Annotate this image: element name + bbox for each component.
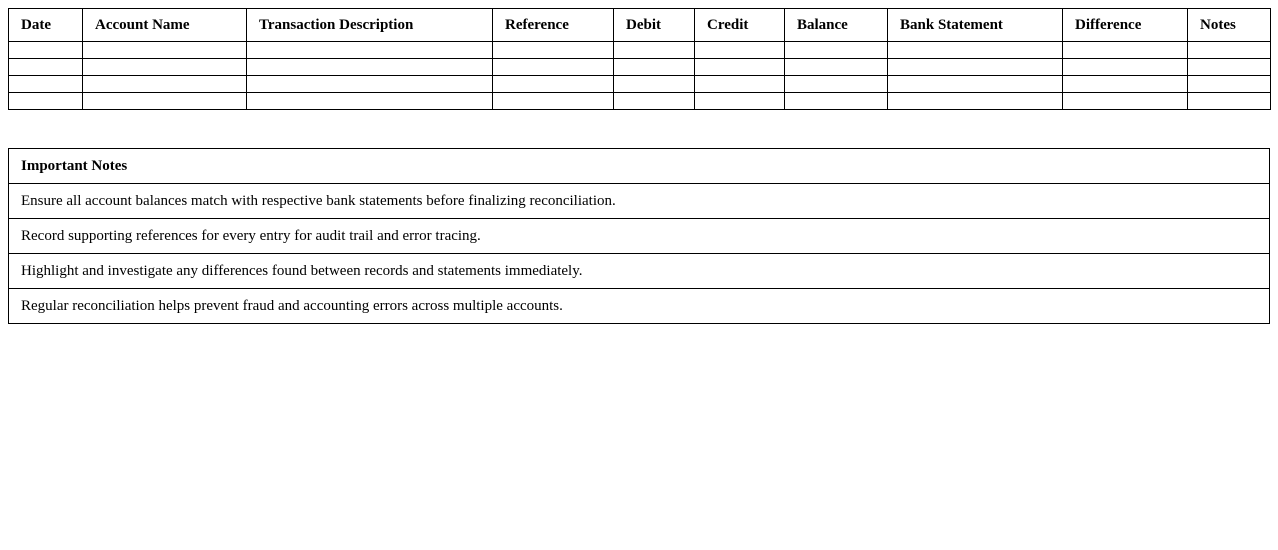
- table-cell: [614, 93, 695, 110]
- table-cell: [493, 42, 614, 59]
- note-text: Ensure all account balances match with respective bank statements before finalizing reconciliation.: [9, 184, 1270, 219]
- table-row: [9, 93, 1271, 110]
- table-cell: [1188, 93, 1271, 110]
- table-cell: [1188, 76, 1271, 93]
- table-cell: [1063, 59, 1188, 76]
- table-cell: [493, 93, 614, 110]
- column-header-transaction-description: Transaction Description: [247, 9, 493, 42]
- table-cell: [888, 59, 1063, 76]
- reconciliation-table: [8, 8, 1271, 110]
- note-text: Record supporting references for every entry for audit trail and error tracing.: [9, 219, 1270, 254]
- column-header-credit: Credit: [695, 9, 785, 42]
- table-cell: [888, 93, 1063, 110]
- notes-header-row: [9, 149, 1270, 184]
- important-notes-table: [8, 148, 1270, 324]
- table-cell: [695, 59, 785, 76]
- table-cell: [247, 93, 493, 110]
- column-header-debit: Debit: [614, 9, 695, 42]
- table-cell: [695, 93, 785, 110]
- table-cell: [614, 42, 695, 59]
- note-row: [9, 289, 1270, 324]
- column-header-bank-statement: Bank Statement: [888, 9, 1063, 42]
- table-cell: [83, 93, 247, 110]
- table-cell: [785, 93, 888, 110]
- note-row: [9, 254, 1270, 289]
- table-cell: [888, 76, 1063, 93]
- table-cell: [695, 76, 785, 93]
- table-row: [9, 76, 1271, 93]
- table-cell: [614, 76, 695, 93]
- table-cell: [695, 42, 785, 59]
- table-cell: [1188, 59, 1271, 76]
- table-cell: [247, 59, 493, 76]
- table-cell: [247, 76, 493, 93]
- column-header-balance: Balance: [785, 9, 888, 42]
- table-header-row: [9, 9, 1271, 42]
- column-header-reference: Reference: [493, 9, 614, 42]
- note-row: [9, 219, 1270, 254]
- note-text: Regular reconciliation helps prevent fraud and accounting errors across multiple accounts.: [9, 289, 1270, 324]
- table-cell: [888, 42, 1063, 59]
- column-header-difference: Difference: [1063, 9, 1188, 42]
- table-cell: [1188, 42, 1271, 59]
- table-cell: [1063, 42, 1188, 59]
- table-cell: [83, 59, 247, 76]
- table-cell: [1063, 93, 1188, 110]
- table-cell: [614, 59, 695, 76]
- table-cell: [83, 76, 247, 93]
- table-cell: [247, 42, 493, 59]
- column-header-date: Date: [9, 9, 83, 42]
- table-cell: [785, 76, 888, 93]
- note-row: [9, 184, 1270, 219]
- note-text: Highlight and investigate any differences found between records and statements immediately.: [9, 254, 1270, 289]
- table-cell: [785, 42, 888, 59]
- table-cell: [785, 59, 888, 76]
- table-row: [9, 42, 1271, 59]
- table-cell: [1063, 76, 1188, 93]
- table-cell: [493, 76, 614, 93]
- table-row: [9, 59, 1271, 76]
- column-header-account-name: Account Name: [83, 9, 247, 42]
- column-header-notes: Notes: [1188, 9, 1271, 42]
- notes-title: Important Notes: [9, 149, 1270, 184]
- table-cell: [9, 76, 83, 93]
- table-cell: [83, 42, 247, 59]
- table-cell: [9, 59, 83, 76]
- table-cell: [9, 93, 83, 110]
- table-cell: [9, 42, 83, 59]
- table-cell: [493, 59, 614, 76]
